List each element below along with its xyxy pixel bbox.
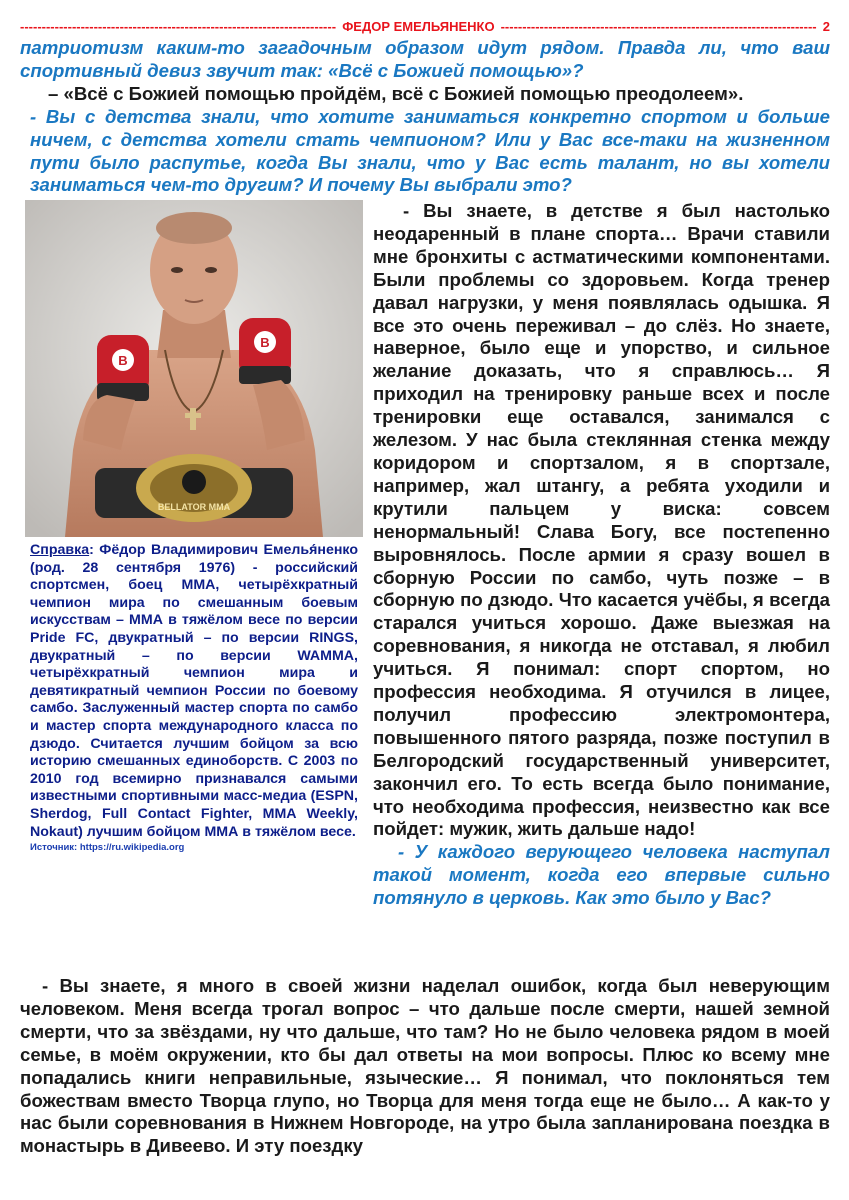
svg-text:B: B <box>118 353 128 368</box>
header-rule-left <box>20 19 336 35</box>
header-rule-right <box>501 19 817 35</box>
fighter-photo <box>25 200 363 537</box>
running-header <box>20 19 830 35</box>
page-number: 2 <box>822 19 831 34</box>
svg-text:BELLATOR MMA: BELLATOR MMA <box>157 502 231 512</box>
answer-3: - Вы знаете, я много в своей жизни наделал ошибок, когда был неверующим человеком. Меня всегда трогал вопрос – что дальше после смерти, нашей земной смерти, что за звёздами, ну что дальше, что там? Но не было человека рядом в моей семье, в моём окружении, кто бы дал ответы на мои вопросы. Плюс ко всему мне попадались книги неправильные, языческие… Я понимал, что поклоняться тем божествам вместо Творца глупо, но Творца для меня тогда еще не было… А как-то у нас были соревнования в Нижнем Новгороде, на утро была запланирована поездка в монастырь в Дивеево. И эту поездку <box>20 975 830 1157</box>
question-2: - Вы с детства знали, что хотите заниматься конкретно спортом и больше ничем, с детства хотели стать чемпионом? Или у Вас все-таки на жизненном пути было распутье, когда Вы знали, что у Вас есть талант, но вы хотели заниматься чем-то другим? И почему Вы выбрали это? <box>30 105 830 196</box>
bottom-section <box>20 975 830 1158</box>
right-glove <box>239 318 291 384</box>
reference-source: Источник: https://ru.wikipedia.org <box>30 842 185 854</box>
left-glove <box>97 335 149 401</box>
svg-text:B: B <box>260 335 270 350</box>
answer-1: – «Всё с Божией помощью пройдём, всё с Божией помощью преодолеем». <box>48 82 744 104</box>
fighter-photo-illustration <box>25 200 363 537</box>
top-section <box>20 37 830 197</box>
answer-2: - Вы знаете, в детстве я был настолько неодаренный в плане спорта… Врачи ставили мне бронхиты с астматическими компонентами. Были проблемы со здоровьем. Когда тренер давал нагрузки, у меня появлялась одышка. Я все это очень переживал – до слёз. Но знаете, наверное, было еще и упорство, и сильное желание доказать, что я справлюсь… Я приходил на тренировку раньше всех и после тренировки еще оставался, занимался с железом. У нас была стеклянная стенка между коридором и спортзалом, я в спортзале, например, жал штангу, а ребята уходили и крутили пальцем у виска: совсем ненормальный! Слава Богу, все постепенно выровнялось. После армии я сразу вошел в сборную России по самбо, чуть позже – в сборную по дзюдо. Что касается учёбы, я всегда старался учиться хорошо. Даже выезжая на соревнования, я никогда не отставал, я любил учиться. Я понимал: спорт спортом, но профессия необходима. Я отучился в лицее, получил профессию электромонтера, повышенного пятого разряда, позже поступил в Белгородский государственный университет, закончил его. То есть всегда было понимание, что необходима профессия, неизвестно как все пойдет: мужик, жить дальше надо! <box>373 200 830 840</box>
reference-label: Справка <box>30 542 90 558</box>
reference-body: : Фёдор Владимирович Емелья́ненко (род. 28 сентября 1976) - российский спортсмен, боец ММА, четырёхкратный чемпион мира по смешанным боевым искусствам – ММА в тяжёлом весе по версии Pride FC, двукратный – по версии RINGS, двукратный – по версии WAMMA, четырёхкратный чемпион мира и девятикратный чемпион России по боевому самбо. Заслуженный мастер спорта по самбо и мастер спорта международного класса по дзюдо. Считается лучшим бойцом за всю историю смешанных единоборств. С 2003 по 2010 год всемирно признавался самыми известными спортивными масс-медиа (ESPN, Sherdog, Full Contact Fighter, MMA Weekly, Nokaut) лучшим бойцом ММА в тяжёлом весе. <box>30 542 358 840</box>
header-title: ФЕДОР ЕМЕЛЬЯНЕНКО <box>342 19 495 34</box>
question-3: - У каждого верующего человека наступал такой момент, когда его впервые сильно потянуло в церковь. Как это было у Вас? <box>373 841 830 909</box>
right-column <box>373 200 830 910</box>
question-1-continued: патриотизм каким-то загадочным образом идут рядом. Правда ли, что ваш спортивный девиз звучит так: «Всё с Божией помощью»? <box>20 37 830 81</box>
reference-sidebar <box>30 542 358 854</box>
